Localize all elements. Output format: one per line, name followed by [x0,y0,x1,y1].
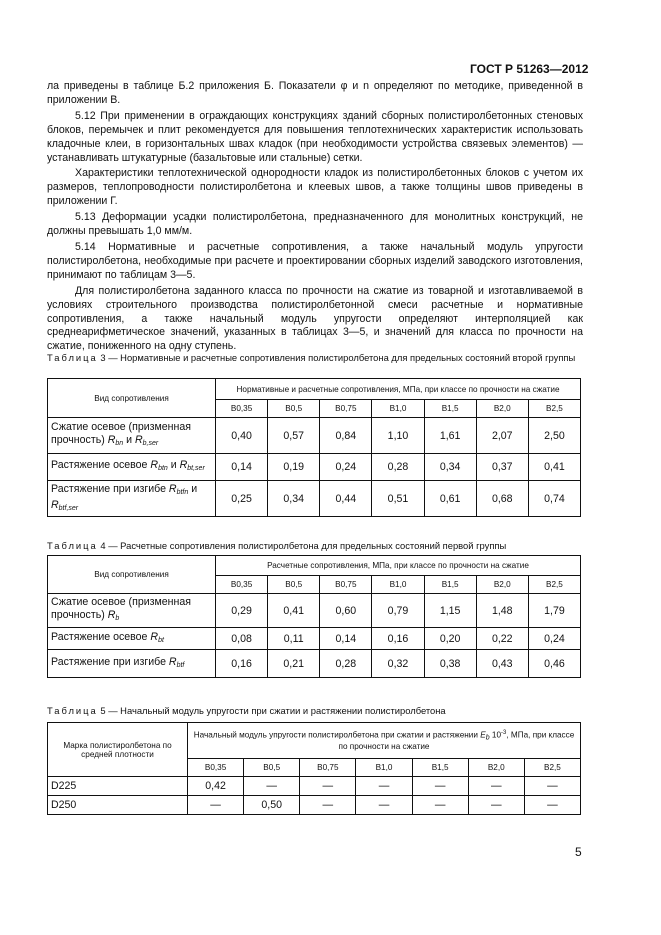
page-number: 5 [575,845,582,859]
table5 [47,722,581,815]
table-cell: 0,37 [476,454,528,481]
table5-class-head: В2,0 [468,759,524,777]
table-row [48,454,581,481]
table-cell: 0,57 [268,418,320,454]
table-row [48,777,581,796]
table-cell: — [300,777,356,796]
table-cell: 1,10 [372,418,424,454]
table-cell: 2,07 [476,418,528,454]
table4-class-head: В1,0 [372,576,424,594]
table-cell: 1,61 [424,418,476,454]
table-cell: 0,43 [476,650,528,678]
paragraph: 5.12 При применении в ограждающих конструкциях зданий сборных полистиролбетонных стеновых блоков, перемычек и плит рекомендуется для повышения теплотехнических характеристик использовать кладочные клеи, в горизонтальных швах кладок (при необходимости устройства связевых элементов) — устанавливать штукатурные (базальтовые или стальные) сетки. [47,109,583,164]
table5-class-head: В2,5 [524,759,580,777]
table-cell: 0,79 [372,594,424,628]
table-cell: 0,08 [216,628,268,650]
table-row [48,796,581,815]
table-cell: — [244,777,300,796]
standard-designation: ГОСТ Р 51263—2012 [470,62,589,76]
table5-group-head: Начальный модуль упругости полистиролбетона при сжатии и растяжении $E_b$ $10^{-3}$, МПа, при классе по прочности на сжатие [188,723,581,759]
table-cell: — [412,777,468,796]
table4-col-head: Вид сопротивления [48,556,216,594]
table5-class-head: В0,75 [300,759,356,777]
table-cell: 0,29 [216,594,268,628]
table-row [48,418,581,454]
table-cell: 0,50 [244,796,300,815]
table-cell: 0,68 [476,481,528,517]
table-cell: 0,11 [268,628,320,650]
table-cell: 0,84 [320,418,372,454]
table4-class-head: В0,5 [268,576,320,594]
table-cell: 0,16 [372,628,424,650]
table-cell: 0,14 [216,454,268,481]
table-cell: 0,74 [528,481,580,517]
table3-class-head: В2,0 [476,400,528,418]
table-row [48,650,581,678]
paragraph: Для полистиролбетона заданного класса по прочности на сжатие из товарной и изготавливаемой в условиях строительного производства полистиролбетонной смеси расчетные и нормативные сопротивления, а также начальный модуль упругости определяют интерполяцией как среднеарифметическое значений, указанных в таблицах 3—5, и значений для класса по прочности на сжатие, пониженного на одну ступень. [47,284,583,353]
table-cell: 0,16 [216,650,268,678]
table4-class-head: В1,5 [424,576,476,594]
table3-col-head: Вид сопротивления [48,379,216,418]
table-cell: 0,44 [320,481,372,517]
table-cell: 0,28 [372,454,424,481]
table-cell: 0,19 [268,454,320,481]
table3-class-head: В2,5 [528,400,580,418]
table3-class-head: В0,75 [320,400,372,418]
table-cell: 0,22 [476,628,528,650]
table-cell: 0,28 [320,650,372,678]
table-cell: 0,41 [528,454,580,481]
table-cell: 0,20 [424,628,476,650]
table4-class-head: В2,5 [528,576,580,594]
row-label: Сжатие осевое (призменная прочность) $R_b$ [48,594,216,628]
table5-class-head: В1,5 [412,759,468,777]
row-label: Растяжение осевое $R_{btn}$ и $R_{bt,ser}$ [48,454,216,481]
paragraph: Характеристики теплотехнической однородности кладок из полистиролбетонных блоков с учетом их размеров, теплопроводности полистиролбетона и клеевых швов, а также толщины швов приведены в приложении Г. [47,167,583,208]
table-cell: — [524,796,580,815]
row-label: D250 [48,796,188,815]
table4 [47,555,581,678]
table-cell: 0,14 [320,628,372,650]
table-row [48,628,581,650]
row-label: Растяжение при изгибе $R_{btfn}$ и $R_{btf,ser}$ [48,481,216,517]
table3-class-head: В1,0 [372,400,424,418]
row-label: Растяжение осевое $R_{bt}$ [48,628,216,650]
table3 [47,378,581,517]
table-row [48,481,581,517]
table4-class-head: В0,75 [320,576,372,594]
table5-col-head: Марка полистиролбетона по средней плотности [48,723,188,777]
table-cell: 0,32 [372,650,424,678]
table-cell: 0,38 [424,650,476,678]
table4-group-head: Расчетные сопротивления, МПа, при классе по прочности на сжатие [216,556,581,576]
table-cell: 0,21 [268,650,320,678]
table-cell: 0,34 [268,481,320,517]
table-cell: — [524,777,580,796]
table5-caption: Таблица 5 — Начальный модуль упругости при сжатии и растяжении полистиролбетона [47,705,446,716]
table-cell: 0,51 [372,481,424,517]
table-cell: — [468,796,524,815]
table3-class-head: В0,5 [268,400,320,418]
table-cell: 0,60 [320,594,372,628]
table3-class-head: В0,35 [216,400,268,418]
table3-group-head: Нормативные и расчетные сопротивления, МПа, при классе по прочности на сжатие [216,379,581,400]
table-cell: 2,50 [528,418,580,454]
table5-class-head: В0,5 [244,759,300,777]
table5-class-head: В1,0 [356,759,412,777]
table4-class-head: В2,0 [476,576,528,594]
table-cell: 0,24 [320,454,372,481]
table5-class-head: В0,35 [188,759,244,777]
table4-caption: Таблица 4 — Расчетные сопротивления полистиролбетона для предельных состояний первой группы [47,540,507,551]
table-cell: 0,61 [424,481,476,517]
row-label: Сжатие осевое (призменная прочность) $R_{bn}$ и $R_{b,ser}$ [48,418,216,454]
table-cell: — [356,796,412,815]
table-cell: 0,40 [216,418,268,454]
table-cell: — [468,777,524,796]
row-label: D225 [48,777,188,796]
body-text [47,80,583,356]
table-cell: 0,41 [268,594,320,628]
paragraph: 5.14 Нормативные и расчетные сопротивления, а также начальный модуль упругости полистиролбетона, необходимые при расчете и проектировании сборных изделий заводского изготовления, принимают по таблицам 3—5. [47,240,583,281]
table-row [48,594,581,628]
table3-class-head: В1,5 [424,400,476,418]
table-cell: 0,24 [528,628,580,650]
table-cell: 0,25 [216,481,268,517]
row-label: Растяжение при изгибе $R_{btf}$ [48,650,216,678]
table-cell: 0,46 [528,650,580,678]
table-cell: — [412,796,468,815]
table-cell: 1,15 [424,594,476,628]
table-cell: 1,79 [528,594,580,628]
paragraph: 5.13 Деформации усадки полистиролбетона, предназначенного для монолитных конструкций, не должны превышать 1,0 мм/м. [47,211,583,238]
table4-class-head: В0,35 [216,576,268,594]
table-cell: — [356,777,412,796]
table-cell: — [188,796,244,815]
paragraph: ла приведены в таблице Б.2 приложения Б. Показатели φ и n определяют по методике, приведенной в приложении В. [47,80,583,106]
table3-caption: Таблица 3 — Нормативные и расчетные сопротивления полистиролбетона для предельных состояний второй группы [47,352,576,363]
table-cell: 1,48 [476,594,528,628]
table-cell: 0,34 [424,454,476,481]
table-cell: — [300,796,356,815]
table-cell: 0,42 [188,777,244,796]
